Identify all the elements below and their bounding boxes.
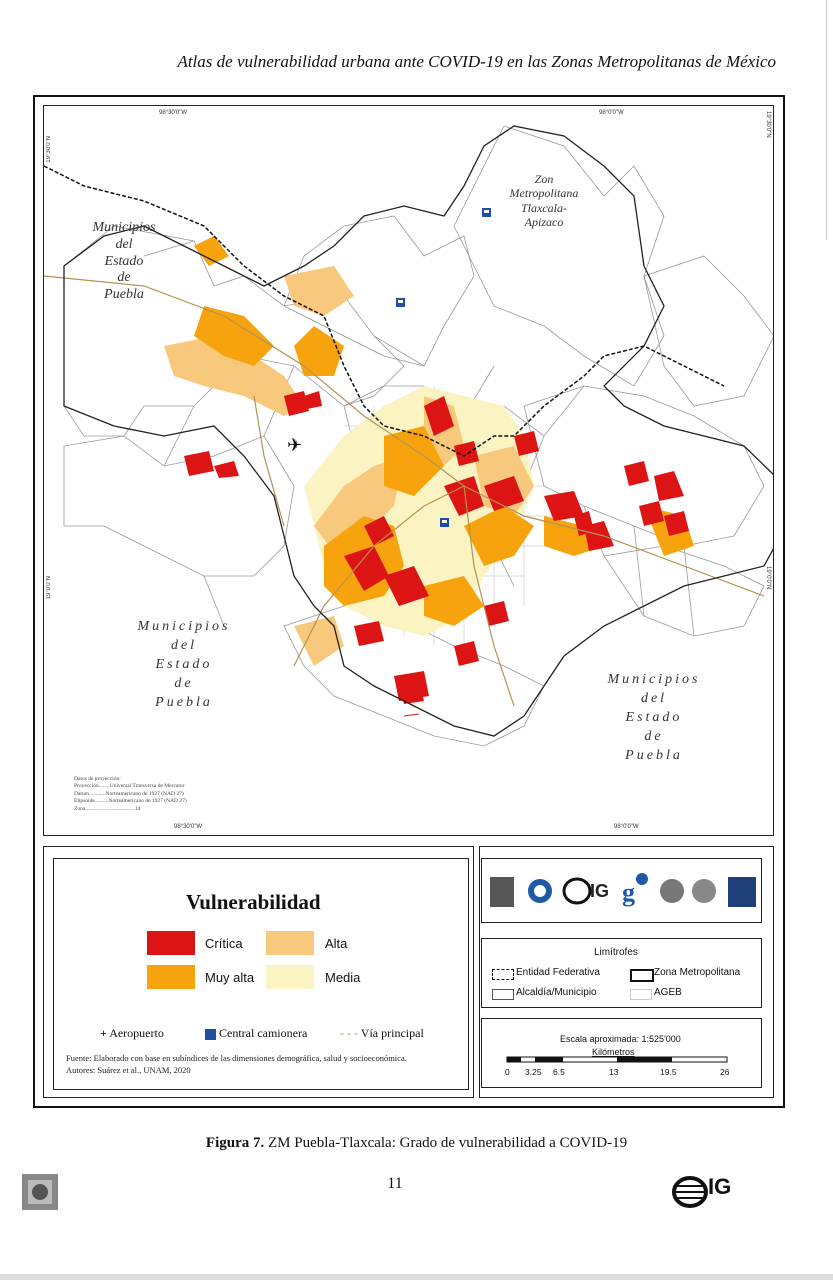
airport-symbol-icon: + [100, 1026, 107, 1040]
bottom-bar [0, 1274, 833, 1280]
bus-station-icon [205, 1029, 216, 1040]
label-alta: Alta [325, 936, 348, 951]
svg-text:IG: IG [590, 881, 610, 901]
swatch-alta [266, 931, 314, 955]
coord-bottom-right: 98°0'0"W [614, 824, 639, 830]
label-zm-tlaxcala: Zon Metropolitana Tlaxcala- Apizaco [509, 172, 579, 230]
scale-tick-0: 0 [505, 1067, 510, 1077]
page-edge [826, 0, 833, 240]
limitrofes-panel [481, 938, 762, 1008]
ig-logo-icon [672, 1172, 712, 1212]
svg-text:g: g [622, 878, 635, 907]
label-puebla-sw: Municipios del Estado de Puebla [137, 619, 231, 710]
scale-panel [481, 1018, 762, 1088]
legend-title: Vulnerabilidad [186, 890, 321, 914]
coord-right-top: 19°30'0"N [765, 111, 771, 138]
projection-data: Datos de proyección: Proyección........Universal Transversa de Mercator Datum............Norteamericano de 1927 (NAD 27) Elipsoide..........Norteamericano de 1927 (NAD 27) Zona....................................14 [74, 776, 187, 812]
entidad-symbol [492, 969, 514, 980]
coord-left-top: 19°30'0"N [46, 136, 52, 163]
scale-unit: Kilómetros [592, 1047, 635, 1057]
scale-title: Escala aproximada: 1:525'000 [560, 1034, 681, 1044]
airport-icon: ✈ [287, 435, 303, 455]
scale-bar [482, 1019, 763, 1089]
institution-logos [482, 859, 763, 924]
road-legend: - - - Vía principal [340, 1026, 424, 1040]
coord-right-bottom: 19°0'0"N [765, 566, 771, 590]
ageb-symbol [630, 989, 652, 1000]
ageb-label: AGEB [654, 987, 682, 998]
bus-legend: Central camionera [205, 1026, 307, 1041]
coord-bottom-left: 98°30'0"W [174, 824, 203, 830]
swatch-critica [147, 931, 195, 955]
label-puebla-nw: Municipios del Estado de Puebla [92, 220, 156, 303]
unam-logo-icon [18, 1170, 62, 1214]
scale-tick-5: 26 [720, 1067, 730, 1077]
label-puebla-se: Municipios del Estado de Puebla [607, 672, 701, 763]
page-header: Atlas de vulnerabilidad urbana ante COVID-19 en las Zonas Metropolitanas de México [177, 52, 776, 71]
label-muy-alta: Muy alta [205, 970, 255, 985]
alcaldia-label: Alcaldía/Municipio [516, 987, 597, 998]
zona-label: Zona Metropolitana [654, 967, 741, 978]
label-critica: Crítica [205, 936, 243, 951]
logos-panel [481, 858, 762, 923]
ig-logo-text: IG [708, 1174, 732, 1199]
coord-left-bottom: 19°0'0"N [46, 576, 52, 600]
limitrofes-title: Limítrofes [594, 947, 638, 958]
scale-tick-1: 3.25 [525, 1067, 542, 1077]
swatch-muy-alta [147, 965, 195, 989]
map-panel [43, 105, 774, 836]
source-note: Fuente: Elaborado con base en subíndices de las dimensiones demográfica, salud y socioeconómica. Autores: Suárez et al., UNAM, 2020 [66, 1053, 407, 1076]
figure-caption: Figura 7. ZM Puebla-Tlaxcala: Grado de vulnerabilidad a COVID-19 [205, 1135, 628, 1151]
coord-top-right: 98°0'0"W [599, 110, 624, 116]
zona-symbol [630, 969, 654, 982]
scale-tick-2: 6.5 [553, 1067, 565, 1077]
scale-tick-3: 13 [609, 1067, 619, 1077]
label-media: Media [325, 970, 361, 985]
ig-logo-footer [672, 1172, 752, 1212]
coord-top-left: 98°30'0"W [159, 110, 188, 116]
page-number: 11 [387, 1175, 403, 1192]
entidad-label: Entidad Federativa [516, 967, 600, 978]
swatch-media [266, 965, 314, 989]
road-symbol-icon: - - - [340, 1026, 358, 1040]
scale-tick-4: 19.5 [660, 1067, 677, 1077]
airport-legend: + Aeropuerto [100, 1026, 164, 1040]
alcaldia-symbol [492, 989, 514, 1000]
